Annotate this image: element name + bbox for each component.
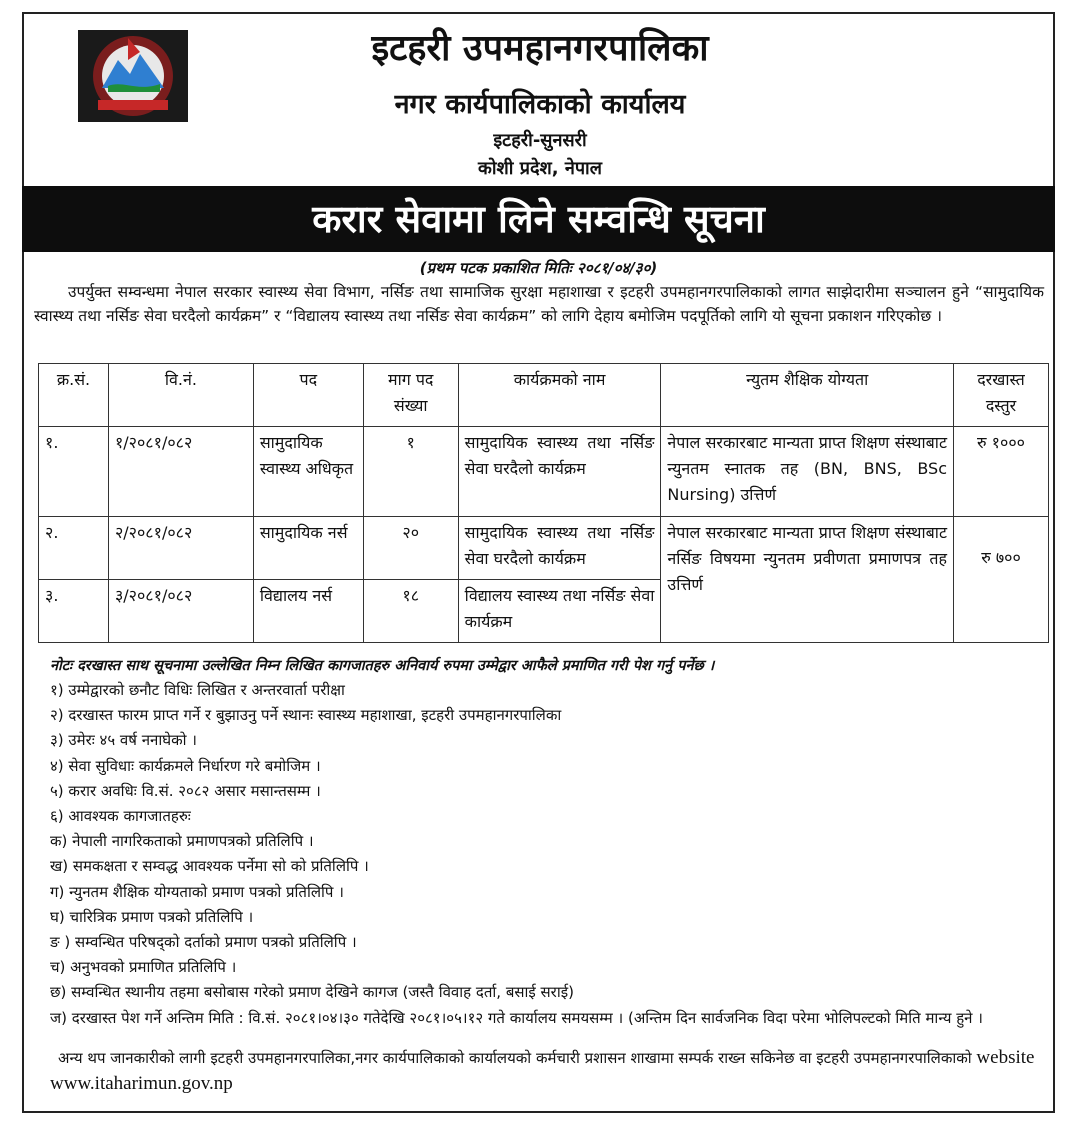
intro-paragraph: उपर्युक्त सम्वन्धमा नेपाल सरकार स्वास्थ्य सेवा विभाग, नर्सिङ तथा सामाजिक सुरक्षा महाशाखा र इटहरी उपमहानगरपालिकाको लागत साझेदारीमा सञ्चालन हुने “सामुदायिक स्वास्थ्य तथा नर्सिङ सेवा घरदैलो कार्यक्रम” र “विद्यालय स्वास्थ्य तथा नर्सिङ सेवा कार्यक्रम” को लागि देहाय बमोजिम पदपूर्तिको लागि यो सूचना प्रकाशन गरिएकोछ ।: [34, 283, 1044, 325]
list-item: ३) उमेरः ४५ वर्ष ननाघेको ।: [50, 731, 197, 750]
list-item: २) दरखास्त फारम प्राप्त गर्ने र बुझाउनु पर्ने स्थानः स्वास्थ्य महाशाखा, इटहरी उपमहानगरपालिका: [50, 706, 562, 725]
table-header-row: [39, 364, 1049, 427]
list-item: ५) करार अवधिः वि.सं. २०८२ असार मसान्तसम्म ।: [50, 781, 321, 800]
list-item: घ) चारित्रिक प्रमाण पत्रको प्रतिलिपि ।: [50, 907, 254, 926]
list-item: १) उम्मेद्वारको छनौट विधिः लिखित र अन्तरवार्ता परीक्षा: [50, 681, 345, 699]
table-row: [39, 517, 1049, 580]
cell-count: १: [363, 426, 458, 517]
municipality-name: इटहरी उपमहानगरपालिका: [371, 28, 709, 69]
col-header-ad-no: वि.नं.: [108, 364, 253, 427]
list-item: ४) सेवा सुविधाः कार्यक्रमले निर्धारण गरे बमोजिम ।: [50, 756, 321, 775]
list-item: छ) सम्वन्धित स्थानीय तहमा बसोबास गरेको प्रमाण देखिने कागज (जस्तै विवाह दर्ता, बसाई सराई): [50, 983, 574, 1002]
notice-title-banner: करार सेवामा लिने सम्वन्धि सूचना: [22, 186, 1055, 252]
cell-program: विद्यालय स्वास्थ्य तथा नर्सिङ सेवा कार्यक्रम: [458, 580, 661, 643]
cell-ad-no: १/२०८१/०८२: [108, 426, 253, 517]
cell-count: २०: [363, 517, 458, 580]
office-province: कोशी प्रदेश, नेपाल: [478, 158, 602, 179]
cell-program: सामुदायिक स्वास्थ्य तथा नर्सिङ सेवा घरदैलो कार्यक्रम: [458, 517, 661, 580]
cell-count: १८: [363, 580, 458, 643]
cell-qualification: नेपाल सरकारबाट मान्यता प्राप्त शिक्षण संस्थाबाट नर्सिङ विषयमा न्युनतम प्रवीणता प्रमाणपत्र तह उत्तिर्ण: [661, 517, 954, 643]
col-header-qualification: न्युतम शैक्षिक योग्यता: [661, 364, 954, 427]
cell-ad-no: ३/२०८१/०८२: [108, 580, 253, 643]
contact-text: अन्य थप जानकारीको लागी इटहरी उपमहानगरपालिका,नगर कार्यपालिकाको कार्यालयको कर्मचारी प्रशासन शाखामा सम्पर्क राख्न सकिनेछ वा इटहरी उपमहानगरपालिकाको: [58, 1049, 972, 1067]
list-item: ज) दरखास्त पेश गर्ने अन्तिम मिति : वि.सं. २०८१।०४।३० गतेदेखि २०८१।०५।१२ गते कार्यालय समयसम्म । (अन्तिम दिन सार्वजनिक विदा परेमा भोलिपल्टको मिति मान्य हुने ।: [50, 1008, 983, 1027]
cell-ad-no: २/२०८१/०८२: [108, 517, 253, 580]
cell-fee: रु ७००: [954, 517, 1049, 643]
col-header-count: माग पद संख्या: [363, 364, 458, 427]
col-header-fee: दरखास्त दस्तुर: [954, 364, 1049, 427]
cell-serial: ३.: [39, 580, 109, 643]
vacancy-table: [38, 363, 1049, 643]
col-header-program: कार्यक्रमको नाम: [458, 364, 661, 427]
contact-footer: [50, 1045, 1045, 1097]
table-row: [39, 426, 1049, 517]
list-item: ६) आवश्यक कागजातहरुः: [50, 807, 191, 826]
cell-post: विद्यालय नर्स: [253, 580, 363, 643]
cell-post: सामुदायिक नर्स: [253, 517, 363, 580]
col-header-serial: क्र.सं.: [39, 364, 109, 427]
cell-serial: १.: [39, 426, 109, 517]
publication-date: (प्रथम पटक प्रकाशित मितिः २०८१/०४/३०): [419, 259, 658, 277]
documents-note: नोटः दरखास्त साथ सूचनामा उल्लेखित निम्न लिखित कागजातहरु अनिवार्य रुपमा उम्मेद्वार आफैले प्रमाणित गरी पेश गर्नु पर्नेछ ।: [50, 658, 715, 674]
list-item: च) अनुभवको प्रमाणित प्रतिलिपि ।: [50, 958, 237, 977]
col-header-post: पद: [253, 364, 363, 427]
cell-fee: रु १०००: [954, 426, 1049, 517]
cell-qualification: नेपाल सरकारबाट मान्यता प्राप्त शिक्षण संस्थाबाट न्युनतम स्नातक तह (BN, BNS, BSc Nursing) उत्तिर्ण: [661, 426, 954, 517]
cell-post: सामुदायिक स्वास्थ्य अधिकृत: [253, 426, 363, 517]
list-item: ग) न्युनतम शैक्षिक योग्यताको प्रमाण पत्रको प्रतिलिपि ।: [50, 882, 344, 901]
cell-program: सामुदायिक स्वास्थ्य तथा नर्सिङ सेवा घरदैलो कार्यक्रम: [458, 426, 661, 517]
office-name: नगर कार्यपालिकाको कार्यालय: [394, 89, 686, 120]
cell-serial: २.: [39, 517, 109, 580]
conditions-list: [50, 678, 1045, 1031]
list-item: ङ ) सम्वन्धित परिषद्को दर्ताको प्रमाण पत्रको प्रतिलिपि ।: [50, 933, 357, 952]
nepal-emblem-icon: [78, 30, 188, 122]
list-item: क) नेपाली नागरिकताको प्रमाणपत्रको प्रतिलिपि ।: [50, 832, 314, 851]
office-location: इटहरी-सुनसरी: [493, 130, 587, 151]
list-item: ख) समकक्षता र सम्वद्ध आवश्यक पर्नेमा सो को प्रतिलिपि ।: [50, 857, 369, 876]
website-link[interactable]: website www.itaharimun.gov.np: [50, 1047, 1035, 1094]
